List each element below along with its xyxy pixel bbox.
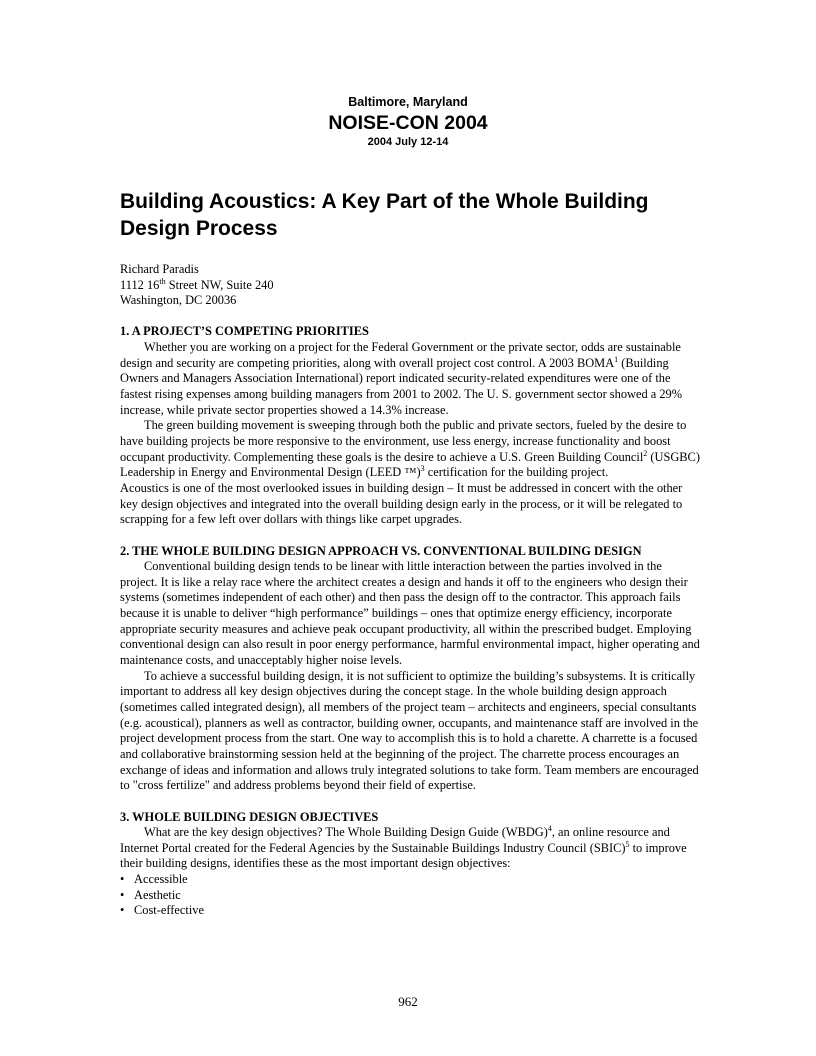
section-heading: 1. A PROJECT’S COMPETING PRIORITIES xyxy=(120,324,369,339)
paragraph xyxy=(120,340,700,418)
address-street: Street NW, Suite 240 xyxy=(165,277,274,292)
author-address xyxy=(120,278,700,294)
footnote-ref: 3 xyxy=(420,464,425,474)
paper-title: Building Acoustics: A Key Part of the Whole Building Design Process xyxy=(120,190,649,240)
conference-dates: 2004 July 12-14 xyxy=(367,136,449,148)
list-item: • Aesthetic xyxy=(120,888,700,904)
footnote-ref: 5 xyxy=(625,839,630,849)
section-2 xyxy=(120,544,700,795)
list-item: • Accessible xyxy=(120,872,700,888)
section-1 xyxy=(120,324,700,528)
paragraph-text: certification for the building project. xyxy=(424,465,609,480)
author-name: Richard Paradis xyxy=(120,262,199,276)
list-item: • Cost-effective xyxy=(120,903,700,919)
paragraph xyxy=(120,825,700,872)
paragraph-text: Whether you are working on a project for the Federal Government or the private sector, odds are sustainable design and security are competing priorities, along with overall project cost control. A 2003 BOMA xyxy=(120,340,681,370)
conference-header xyxy=(0,94,816,149)
address-street-number: 1112 16 xyxy=(120,277,160,292)
paragraph-text: , an online resource and Internet Portal created for the Federal Agencies by the Sustainable Buildings Industry Council (SBIC) xyxy=(120,825,670,855)
paragraph: To achieve a successful building design, it is not sufficient to optimize the building’s subsystems. It is critically important to address all key design objectives during the concept stage. In the whole building design approach (sometimes called integrated design), all members of the project team – architects and engineers, special consultants (e.g. acoustical), planners as well as contractor, building owner, occupants, and maintenance staff are involved in the project development process from the start. One way to accomplish this is to hold a charette. A charrette is a focused and collaborative brainstorming session held at the beginning of the project. The charrette process encourages an exchange of ideas and information and allows truly integrated solutions to take form. Team members are encouraged to "cross fertilize" and address problems beyond their field of expertise. xyxy=(120,668,699,793)
section-3 xyxy=(120,810,700,920)
conference-name: NOISE-CON 2004 xyxy=(328,112,488,134)
objectives-list xyxy=(120,872,700,919)
paragraph-text: (USGBC) Leadership in Energy and Environmental Design (LEED ™) xyxy=(120,449,700,480)
footnote-ref: 2 xyxy=(643,448,648,458)
author-city: Washington, DC 20036 xyxy=(120,293,237,308)
section-heading: 2. THE WHOLE BUILDING DESIGN APPROACH VS. CONVENTIONAL BUILDING DESIGN xyxy=(120,543,642,558)
paragraph-text: The green building movement is sweeping through both the public and private sectors, fueled by the desire to have building projects be more responsive to the environment, use less energy, increase functionality and boost occupant productivity. Complementing these goals is the desire to achieve a U.S. Green Building Council xyxy=(120,418,687,464)
paragraph: Acoustics is one of the most overlooked issues in building design – It must be addressed in concert with the other key design objectives and integrated into the overall building design early in the process, or it will be relegated to scrapping for a few left over dollars with things like carpet upgrades. xyxy=(120,481,683,527)
paragraph-text: (Building Owners and Managers Association International) report indicated security-related expenditures were one of the fastest rising expenses among building managers from 2001 to 2002. The U. S. government sector showed a 29% increase, while private sector properties showed a 14.3% increase. xyxy=(120,355,683,417)
conference-location: Baltimore, Maryland xyxy=(348,95,468,109)
address-ordinal: th xyxy=(159,276,166,286)
paragraph-text: to improve their building designs, identifies these as the most important design objectives: xyxy=(120,840,687,871)
paper-body xyxy=(120,262,700,919)
paragraph-text: What are the key design objectives? The Whole Building Design Guide (WBDG) xyxy=(144,825,548,840)
paragraph: Conventional building design tends to be linear with little interaction between the parties involved in the project. It is like a relay race where the architect creates a design and hands it off to the engineers who design their systems (sometimes independent of each other) and then pass the design off to the contractor. This approach fails because it is unable to deliver “high performance” buildings – ones that optimize energy efficiency, incorporate appropriate security measures and achieve peak occupant productivity, all within the prescribed budget. Employing conventional design can also result in poor energy performance, harmful environmental impact, higher operating and maintenance costs, and unacceptably higher noise levels. xyxy=(120,559,700,668)
footnote-ref: 1 xyxy=(614,354,619,364)
author-block xyxy=(120,262,700,309)
footnote-ref: 4 xyxy=(547,824,552,834)
paragraph xyxy=(120,418,700,481)
section-heading: 3. WHOLE BUILDING DESIGN OBJECTIVES xyxy=(120,809,379,824)
page-number: 962 xyxy=(398,994,418,1009)
